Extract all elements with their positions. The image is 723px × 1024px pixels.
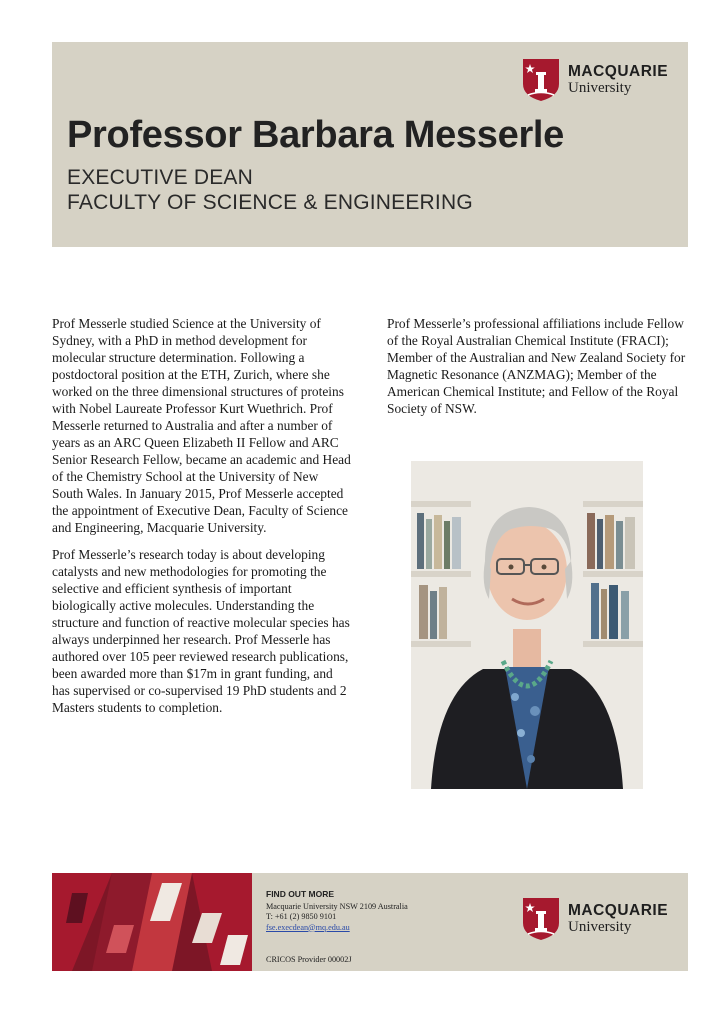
contact-phone: T: +61 (2) 9850 9101	[266, 912, 337, 921]
logo-subtext: University	[568, 80, 632, 97]
subtitle-line-role: EXECUTIVE DEAN	[67, 166, 254, 189]
macquarie-logo-footer	[522, 897, 668, 941]
logo-wordmark: MACQUARIE	[568, 901, 669, 919]
bio-column-left	[52, 315, 352, 726]
contact-email-link[interactable]: fse.execdean@mq.edu.au	[266, 922, 350, 932]
subtitle-line-faculty: FACULTY OF SCIENCE & ENGINEERING	[67, 191, 473, 214]
page-title: Professor Barbara Messerle	[67, 114, 565, 156]
macquarie-shield-icon	[522, 897, 560, 941]
portrait-photo	[411, 461, 643, 789]
portrait-illustration	[411, 461, 643, 789]
header-band	[52, 42, 688, 247]
find-out-more-heading: FIND OUT MORE	[266, 889, 334, 899]
macquarie-shield-icon	[522, 58, 560, 102]
footer-decorative-pattern	[52, 873, 252, 971]
bio-column-right	[387, 315, 697, 427]
contact-address: Macquarie University NSW 2109 Australia	[266, 901, 408, 911]
bio-paragraph-affiliations: Prof Messerle’s professional affiliations include Fellow of the Royal Australian Chemical Institute (FRACI); Member of the Australian and New Zealand Society for Magnetic Resonance (ANZMAG); Member of the American Chemical Institute; and Fellow of the Royal Society of NSW.	[387, 316, 686, 416]
cricos-code: CRICOS Provider 00002J	[266, 955, 352, 964]
bio-paragraph-education: Prof Messerle studied Science at the University of Sydney, with a PhD in method development for molecular structure determination. Following a postdoctoral position at the ETH, Zurich, where she worked on the three dimensional structures of proteins with Nobel Laureate Professor Kurt Wuethrich. Prof Messerle returned to Australia and after a number of years as an ARC Queen Elizabeth II Fellow and ARC Senior Research Fellow, became an academic and Head of the Chemistry School at the University of New South Wales. In January 2015, Prof Messerle accepted the appointment of Executive Dean, Faculty of Science and Engineering, Macquarie University.	[52, 316, 351, 535]
bio-paragraph-research: Prof Messerle’s research today is about developing catalysts and new methodologies for promoting the selective and efficient synthesis of important biologically active molecules. Understanding the structure and function of reactive molecular species has always underpinned her research. Prof Messerle has authored over 105 peer reviewed research publications, been awarded more than $17m in grant funding, and has supervised or co-supervised 19 PhD students and 2 Masters students to completion.	[52, 547, 350, 715]
contact-info	[266, 889, 408, 966]
footer-band	[52, 873, 688, 971]
logo-subtext: University	[568, 919, 632, 936]
subtitle	[67, 165, 473, 215]
macquarie-logo	[522, 58, 668, 102]
logo-wordmark: MACQUARIE	[568, 62, 669, 80]
